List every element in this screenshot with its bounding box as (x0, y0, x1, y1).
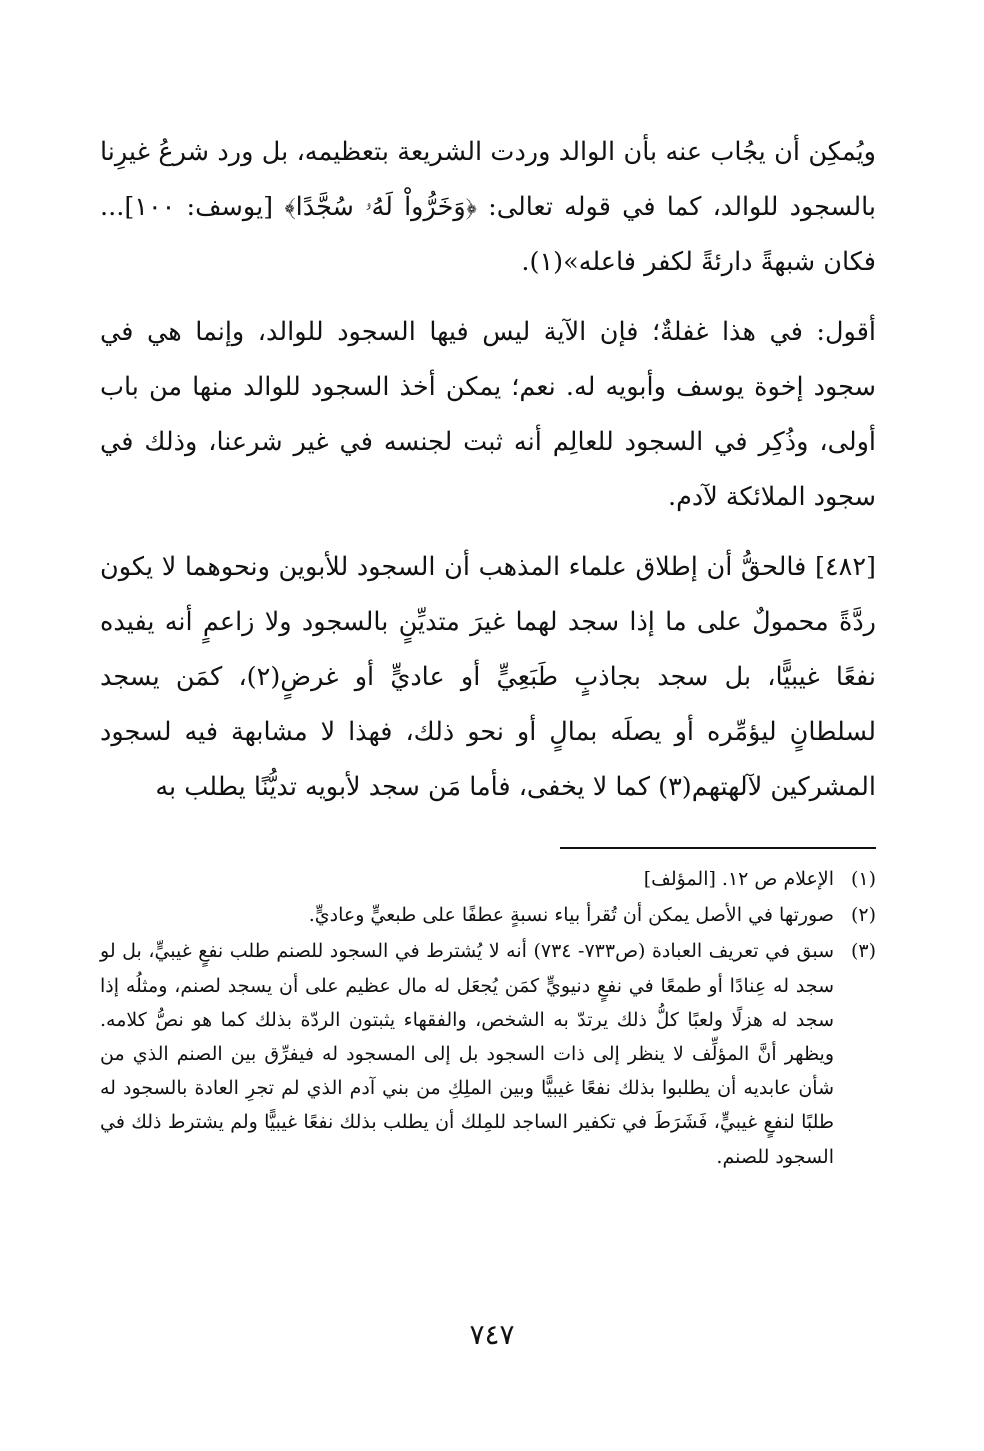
footnote-1 (100, 862, 876, 896)
footnote-number: (٢) (850, 904, 876, 927)
paragraph-2: أقول: في هذا غفلةٌ؛ فإن الآية ليس فيها السجود للوالد، وإنما هي في سجود إخوة يوسف وأبويه له. نعم؛ يمكن أخذ السجود للوالد منها من باب أولى، وذُكِر في السجود للعالِم أنه ثبت لجنسه في غير شرعنا، وذلك في سجود الملائكة لآدم. (100, 317, 876, 512)
footnote-text: سبق في تعريف العبادة (ص٧٣٣- ٧٣٤) أنه لا يُشترط في السجود للصنم طلب نفعٍ غيبيٍّ، بل لو سجد له عِنادًا أو طمعًا في نفعٍ دنيويٍّ كمَن يُجعَل له مال عظيم على أن يسجد لصنم، ومثلُه إذا سجد له هزلًا ولعبًا كلُّ ذلك يرتدّ به الشخص، والفقهاء يثبتون الردّة بذلك كما هو نصُّ كلامه. ويظهر أنَّ المؤلِّف لا ينظر إلى ذات السجود بل إلى المسجود له فيفرِّق بين الصنم الذي من شأن عابديه أن يطلبوا بذلك نفعًا غيبيًّا وبين الملِكِ من بني آدم الذي لم تجرِ العادة بالسجود له طلبًا لنفعٍ غيبيٍّ، فَشَرَطَ في تكفير الساجد للمِلك أن يطلب بذلك نفعًا غيبيًّا ولم يشترط ذلك في السجود للصنم. (100, 940, 834, 1168)
footnote-number: (٣) (850, 940, 876, 963)
footnote-separator (560, 847, 876, 849)
main-text (100, 125, 876, 830)
footnote-text: صورتها في الأصل يمكن أن تُقرأ بياء نسبةٍ عطفًا على طبعيٍّ وعاديٍّ. (308, 904, 834, 927)
footnote-2 (100, 898, 876, 932)
footnote-3 (100, 934, 876, 1173)
footnote-text: الإعلام ص ١٢. [المؤلف] (643, 868, 834, 890)
paragraph-1: ويُمكِن أن يجُاب عنه بأن الوالد وردت الشريعة بتعظيمه، بل ورد شرعُ غيرِنا بالسجود للوالد، كما في قوله تعالى: ﴿وَخَرُّواْ لَهُۥ سُجَّدًا﴾ [يوسف: ١٠٠]... فكان شبهةً دارئةً لكفر فاعله»(١). (100, 137, 876, 277)
footnotes (100, 862, 876, 1176)
footnote-number: (١) (850, 868, 876, 890)
page-number: ٧٤٧ (469, 1318, 515, 1351)
paragraph-3: [٤٨٢] فالحقُّ أن إطلاق علماء المذهب أن السجود للأبوين ونحوهما لا يكون ردَّةً محمولٌ على ما إذا سجد لهما غيرَ متديِّنٍ بالسجود ولا زاعمٍ أنه يفيده نفعًا غيبيًّا، بل سجد بجاذبٍ طَبَعِيٍّ أو عاديٍّ أو غرضٍ(٢)، كمَن يسجد لسلطانٍ ليؤمِّره أو يصلَه بمالٍ أو نحو ذلك، فهذا لا مشابهة فيه لسجود المشركين لآلهتهم(٣) كما لا يخفى، فأما مَن سجد لأبويه تديُّنًا يطلب به (100, 552, 877, 802)
